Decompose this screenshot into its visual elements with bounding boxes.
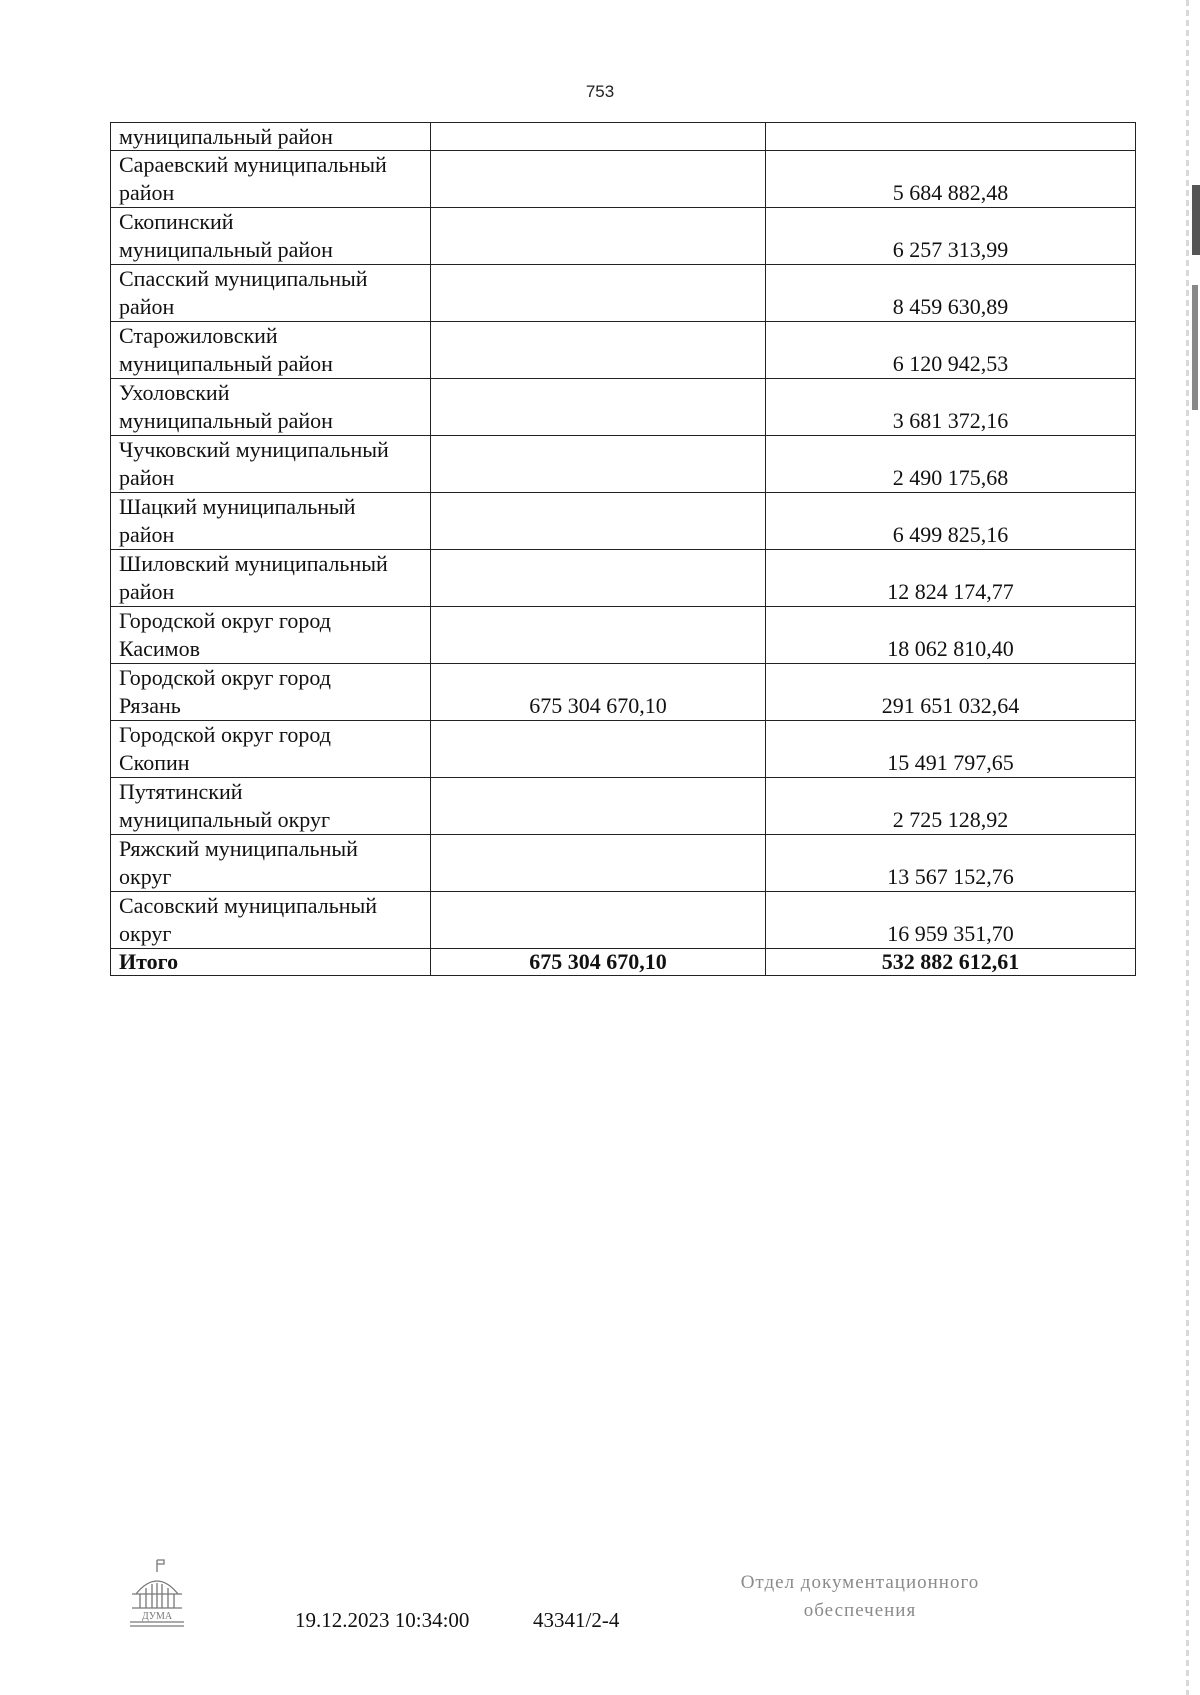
municipality-name-cell (111, 151, 431, 208)
amount-column-3-cell: 2 725 128,92 (766, 778, 1136, 835)
municipality-name-line: Скопин (119, 750, 190, 775)
amount-column-3-cell: 6 120 942,53 (766, 322, 1136, 379)
municipality-name-cell (111, 208, 431, 265)
municipality-name-line: Путятинский (119, 779, 243, 804)
amount-column-2-cell (431, 151, 766, 208)
table-row (111, 892, 1136, 949)
amount-column-2-cell (431, 123, 766, 151)
amount-column-3-cell: 6 257 313,99 (766, 208, 1136, 265)
municipality-name-cell (111, 607, 431, 664)
municipality-name-line: муниципальный округ (119, 807, 331, 832)
municipality-name-line: Скопинский (119, 209, 234, 234)
municipality-name-cell (111, 778, 431, 835)
amount-column-3-cell: 5 684 882,48 (766, 151, 1136, 208)
amount-column-3-cell: 16 959 351,70 (766, 892, 1136, 949)
amount-column-2-cell (431, 436, 766, 493)
svg-text:ДУМА: ДУМА (141, 1611, 173, 1622)
table-row (111, 607, 1136, 664)
amount-column-2-cell: 675 304 670,10 (431, 664, 766, 721)
table-row (111, 436, 1136, 493)
table-row (111, 778, 1136, 835)
municipality-name-line: Ухоловский (119, 380, 230, 405)
duma-logo-icon (128, 1558, 186, 1630)
total-column-2-cell: 675 304 670,10 (431, 949, 766, 976)
municipality-name-line: Рязань (119, 693, 181, 718)
amount-column-3-cell: 3 681 372,16 (766, 379, 1136, 436)
table-row (111, 123, 1136, 151)
municipality-name-line: муниципальный район (119, 351, 333, 376)
table-body (111, 123, 1136, 976)
table-row (111, 379, 1136, 436)
table-row (111, 493, 1136, 550)
footer-date: 19.12.2023 10:34:00 (295, 1608, 470, 1632)
amount-column-2-cell (431, 322, 766, 379)
municipality-name-line: Городской округ город (119, 665, 331, 690)
amount-column-2-cell (431, 208, 766, 265)
table-row (111, 151, 1136, 208)
stamp-line-2: обеспечения (803, 1600, 917, 1621)
stamp-line-1: Отдел документационного (740, 1572, 980, 1593)
amount-column-3-cell: 13 567 152,76 (766, 835, 1136, 892)
municipality-name-line: Старожиловский (119, 323, 278, 348)
municipality-name-line: Городской округ город (119, 722, 331, 747)
amount-column-2-cell (431, 265, 766, 322)
table-row (111, 835, 1136, 892)
footer-document-code: 43341/2-4 (533, 1608, 620, 1632)
department-stamp (700, 1569, 1020, 1625)
table-row (111, 664, 1136, 721)
municipality-name-line: Касимов (119, 636, 200, 661)
municipality-name-line: Городской округ город (119, 608, 331, 633)
amount-column-2-cell (431, 379, 766, 436)
page-number: 753 (585, 82, 615, 101)
table-row (111, 550, 1136, 607)
scan-mark-artifact (1192, 185, 1200, 255)
table-row (111, 322, 1136, 379)
table-row (111, 208, 1136, 265)
total-row (111, 949, 1136, 976)
municipality-name-line: Сасовский муниципальный (119, 893, 378, 918)
amount-column-3-cell: 18 062 810,40 (766, 607, 1136, 664)
municipality-name-line: Шацкий муниципальный (119, 494, 356, 519)
amount-column-2-cell (431, 835, 766, 892)
municipality-name-line: муниципальный район (119, 237, 333, 262)
municipality-name-line: Чучковский муниципальный (119, 437, 389, 462)
budget-table (110, 122, 1136, 976)
scan-mark-artifact (1192, 285, 1198, 410)
amount-column-3-cell: 291 651 032,64 (766, 664, 1136, 721)
municipality-name-cell (111, 322, 431, 379)
table-row (111, 265, 1136, 322)
municipality-name-cell (111, 123, 431, 151)
amount-column-2-cell (431, 550, 766, 607)
total-label-cell: Итого (111, 949, 431, 976)
municipality-name-cell (111, 721, 431, 778)
municipality-name-cell (111, 550, 431, 607)
amount-column-3-cell: 12 824 174,77 (766, 550, 1136, 607)
municipality-name-line: Шиловский муниципальный (119, 551, 388, 576)
municipality-name-cell (111, 379, 431, 436)
municipality-name-cell (111, 265, 431, 322)
municipality-name-line: округ (119, 921, 172, 946)
amount-column-2-cell (431, 493, 766, 550)
municipality-name-line: Ряжский муниципальный (119, 836, 358, 861)
municipality-name-line: Спасский муниципальный (119, 266, 368, 291)
amount-column-3-cell: 2 490 175,68 (766, 436, 1136, 493)
municipality-name-cell (111, 664, 431, 721)
municipality-name-line: округ (119, 864, 172, 889)
municipality-name-line: район (119, 465, 175, 490)
amount-column-2-cell (431, 778, 766, 835)
amount-column-2-cell (431, 721, 766, 778)
municipality-name-line: муниципальный район (119, 408, 333, 433)
amount-column-3-cell: 8 459 630,89 (766, 265, 1136, 322)
scan-edge-artifact (1186, 0, 1189, 1695)
amount-column-2-cell (431, 607, 766, 664)
municipality-name-cell (111, 892, 431, 949)
amount-column-3-cell: 6 499 825,16 (766, 493, 1136, 550)
municipality-name-line: район (119, 579, 175, 604)
municipality-name-cell (111, 436, 431, 493)
municipality-name-line: муниципальный район (119, 124, 333, 149)
municipality-name-line: район (119, 294, 175, 319)
municipality-name-cell (111, 835, 431, 892)
municipality-name-line: район (119, 180, 175, 205)
table-row (111, 721, 1136, 778)
municipality-name-line: Сараевский муниципальный (119, 152, 387, 177)
amount-column-2-cell (431, 892, 766, 949)
amount-column-3-cell (766, 123, 1136, 151)
amount-column-3-cell: 15 491 797,65 (766, 721, 1136, 778)
municipality-name-line: район (119, 522, 175, 547)
municipality-name-cell (111, 493, 431, 550)
total-column-3-cell: 532 882 612,61 (766, 949, 1136, 976)
